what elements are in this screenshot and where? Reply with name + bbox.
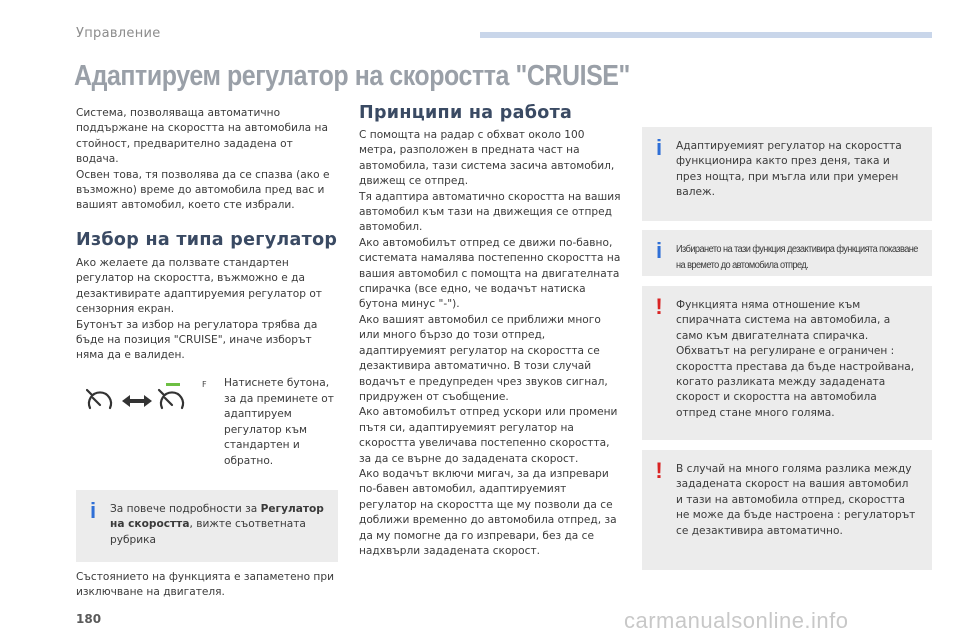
selection-bullet [202, 376, 338, 470]
bullet-marker: F [202, 380, 207, 389]
intro-paragraph-2: Освен това, тя позволява да се спазва (ако е възможно) време до автомобила пред вас и вашият автомобил, което сте избрали. [76, 168, 330, 212]
warning-icon: ! [655, 458, 663, 483]
info-icon: i [655, 238, 663, 263]
info-icon: i [655, 135, 663, 160]
adaptive-cruise-icon [87, 390, 111, 408]
principles-paragraph-6: Ако водачът включи мигач, за да изпревари по-бавен автомобил, адаптируемият регулатор на скоростта ще му позволи да се доближи временно до автомобила отпред, за да му помогне да го изпревари, без да се надхвърли зададената скорост. [359, 467, 617, 557]
principles-paragraph-1: С помощта на радар с обхват около 100 метра, разположен в предната част на автомобила, тази система засича автомобил, движещ се отпред. [359, 129, 615, 188]
info-note-more-details [76, 490, 338, 562]
memory-note: Състоянието на функцията е запаметено при изключване на двигателя. [76, 571, 334, 599]
note-prefix: За повече подробности за [110, 503, 261, 515]
intro-text [76, 106, 338, 214]
intro-paragraph-1: Система, позволяваща автоматично поддържане на скоростта на автомобила на стойност, предварително зададена от водача. [76, 107, 328, 166]
selection-paragraph-2: Бутонът за избор на регулатора трябва да бъде на позиция "CRUISE", иначе изборът няма да е валиден. [76, 318, 318, 362]
note-suffix: , вижте съответната рубрика [110, 518, 306, 546]
warning-note-speed-difference [642, 450, 932, 570]
side-note-text: Функцията няма отношение към спирачната система на автомобила, а само към двигателната спирачка. Обхватът на регулиране е ограничен : скоростта престава да бъде настройвана, когато разликата между зададената скорост и скоростта на автомобила отпред стане много голяма. [676, 299, 915, 419]
cruise-toggle-illustration [86, 384, 196, 424]
selection-text [76, 256, 338, 364]
note-bold-ref: Регулатор на скоростта [110, 503, 324, 531]
principles-heading: Принципи на работа [359, 103, 573, 123]
info-icon: i [89, 498, 97, 523]
green-indicator-bar [166, 383, 180, 386]
header-accent-bar [480, 32, 932, 38]
bidirectional-arrow-icon [122, 395, 152, 407]
principles-text [359, 128, 621, 559]
selection-heading: Избор на типа регулатор [76, 230, 338, 250]
warning-icon: ! [655, 294, 663, 319]
side-note-text: Адаптируемият регулатор на скоростта функционира както през деня, така и през нощта, при мъгла или при умерен валеж. [676, 140, 902, 199]
page-title: Адаптируем регулатор на скоростта "CRUISE" [74, 60, 630, 92]
side-note-text: В случай на много голяма разлика между зададената скорост на вашия автомобил и тази на автомобила отпред, скоростта не може да бъде настроена : регулаторът се дезактивира автоматично. [676, 463, 916, 537]
page-number: 180 [76, 612, 102, 626]
section-header: Управление [76, 26, 161, 41]
principles-paragraph-5: Ако автомобилът отпред ускори или промени пътя си, адаптируемият регулатор на скоростта увеличава постепенно скоростта, за да се върне до зададената скорост. [359, 406, 618, 465]
cruise-icons-svg [86, 384, 196, 424]
info-note-deactivation [642, 230, 932, 276]
principles-paragraph-2: Тя адаптира автоматично скоростта на вашия автомобил към тази на движещия се отпред автомобил. [359, 190, 621, 234]
warning-note-braking [642, 286, 932, 440]
info-note-day-night [642, 127, 932, 221]
principles-paragraph-4: Ако вашият автомобил се приближи много или много бързо до този отпред, адаптируемият регулатор на скоростта се дезактивира автоматично. В този случай водачът е предупреден чрез звуков сигнал, придружен от съобщение. [359, 313, 608, 403]
side-note-text: Избирането на тази функция дезактивира функцията показване на времето до автомобила отпред. [676, 244, 918, 271]
watermark: carmanualsonline.info [624, 608, 849, 633]
selection-paragraph-1: Ако желаете да ползвате стандартен регулатор на скоростта, въжможно е да дезактивирате адаптируемия регулатор от сензорния екран. [76, 257, 322, 316]
standard-cruise-icon [159, 390, 183, 408]
principles-paragraph-3: Ако автомобилът отпред се движи по-бавно, системата намалява постепенно скоростта на вашия автомобил с помощта на двигателната спирачка (все едно, че водачът натиска бутона минус "-"). [359, 236, 621, 311]
bullet-instruction: Натиснете бутона, за да преминете от адаптируем регулатор към стандартен и обратно. [224, 377, 334, 467]
